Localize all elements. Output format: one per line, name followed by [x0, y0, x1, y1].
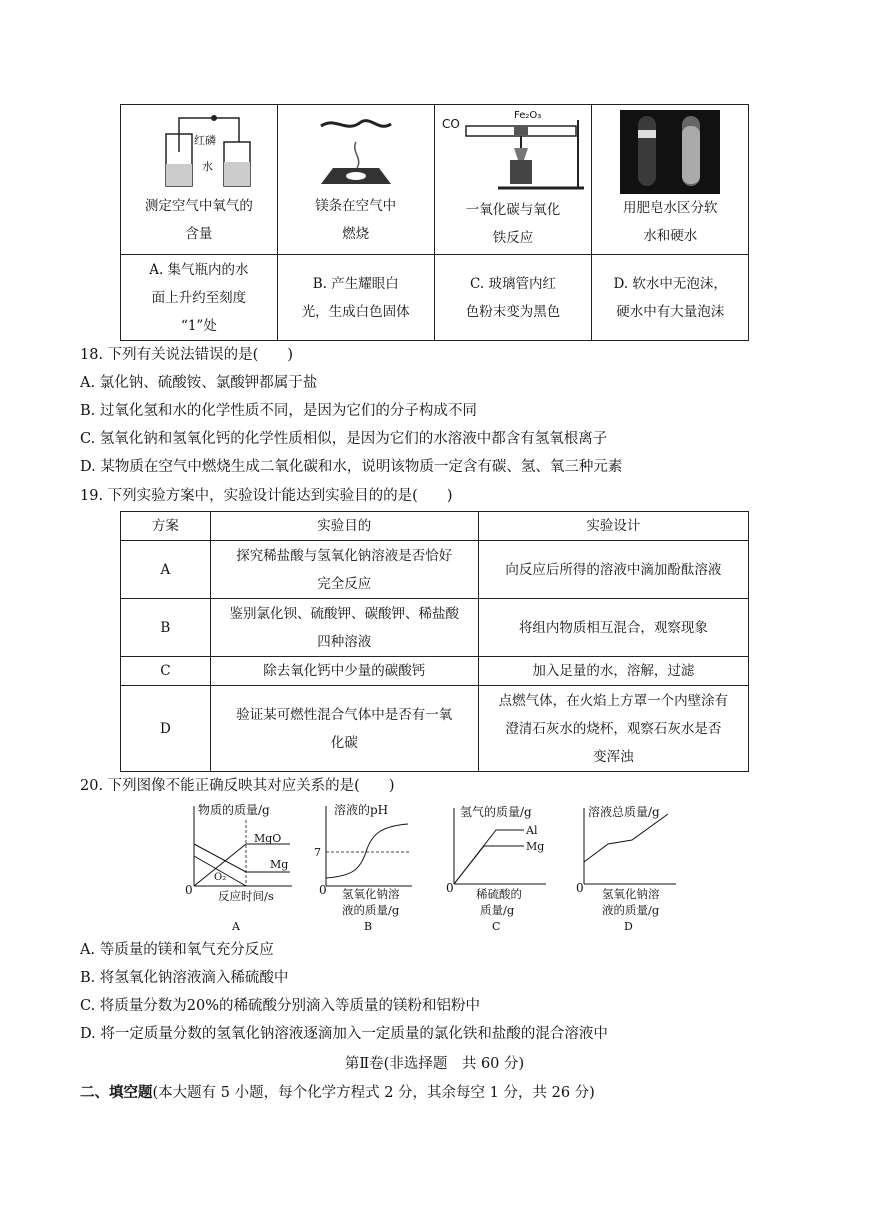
q20-option-a: A. 等质量的镁和氧气充分反应	[80, 942, 274, 958]
table-row: B 鉴别氯化钡、硫酸钾、碳酸钾、稀盐酸 四种溶液 将组内物质相互混合，观察现象	[121, 599, 749, 657]
graph-d-xlabel-2: 液的质量/g	[602, 903, 660, 917]
graph-a-ylabel: 物质的质量/g	[198, 803, 270, 817]
graph-c-origin: 0	[446, 881, 454, 895]
q17-caption-d-1: 用肥皂水区分软	[622, 199, 718, 216]
q18-stem: 18. 下列有关说法错误的是( )	[80, 347, 293, 363]
magnesium-burning-icon	[301, 112, 411, 192]
graph-a-xlabel: 反应时间/s	[218, 889, 274, 903]
q17-caption-b-1: 镁条在空气中	[315, 197, 397, 214]
graph-c-al-label: Al	[526, 824, 538, 837]
graph-a-mgo-label: MgO	[254, 832, 282, 845]
q20-option-c: C. 将质量分数为20%的稀硫酸分别滴入等质量的镁粉和铝粉中	[80, 998, 481, 1014]
q20-option-d: D. 将一定质量分数的氢氧化钠溶液逐滴加入一定质量的氯化铁和盐酸的混合溶液中	[80, 1026, 608, 1042]
q17-option-b: B. 产生耀眼白 光，生成白色固体	[277, 255, 434, 341]
graph-b	[312, 800, 422, 936]
graph-b-tick-7: 7	[314, 846, 321, 859]
graph-b-letter: B	[364, 920, 373, 933]
graph-b-xlabel-2: 液的质量/g	[342, 903, 400, 917]
co-label: CO	[442, 116, 460, 131]
graph-b-xlabel-1: 氢氧化钠溶	[342, 887, 400, 901]
graph-a	[178, 800, 298, 936]
graph-c	[442, 800, 552, 936]
test-tubes-photo-icon	[620, 110, 720, 194]
table-row: C 除去氧化钙中少量的碳酸钙 加入足量的水，溶解，过滤	[121, 657, 749, 686]
fe2o3-label: Fe₂O₃	[514, 109, 542, 121]
graph-a-mg-label: Mg	[270, 858, 289, 871]
q18-option-c: C. 氢氧化钠和氢氧化钙的化学性质相似，是因为它们的水溶液中都含有氢氧根离子	[80, 431, 608, 447]
q17-caption-c-1: 一氧化碳与氧化	[465, 201, 561, 218]
graph-d	[572, 800, 682, 936]
graph-c-xlabel-1: 稀硫酸的	[476, 887, 522, 901]
q18-option-a: A. 氯化钠、硫酸铵、氯酸钾都属于盐	[80, 375, 318, 391]
q20-stem: 20. 下列图像不能正确反映其对应关系的是( )	[80, 778, 395, 794]
q17-caption-b-2: 燃烧	[342, 225, 370, 242]
q17-cell-c	[434, 105, 592, 255]
section-2-heading	[80, 1083, 595, 1103]
q17-cell-b	[277, 105, 434, 255]
graph-c-ylabel: 氢气的质量/g	[460, 805, 532, 819]
graph-d-origin: 0	[576, 881, 584, 895]
q20-option-b: B. 将氢氧化钠溶液滴入稀硫酸中	[80, 970, 289, 986]
graph-b-ylabel: 溶液的pH	[334, 803, 389, 817]
table-row: A 探究稀盐酸与氢氧化钠溶液是否恰好 完全反应 向反应后所得的溶液中滴加酚酞溶液	[121, 541, 749, 599]
graph-a-o2-label: O₂	[214, 872, 227, 883]
section-2-label: 二、填空题	[80, 1084, 153, 1101]
q17-option-a: A. 集气瓶内的水 面上升约至刻度 “1”处	[121, 255, 278, 341]
q17-table	[120, 104, 749, 341]
part2-title: 第Ⅱ卷(非选择题 共 60 分)	[344, 1056, 525, 1072]
section-2-note: (本大题有 5 小题，每个化学方程式 2 分，其余每空 1 分，共 26 分)	[152, 1085, 595, 1101]
graph-c-mg-label: Mg	[526, 840, 545, 853]
q17-caption-a-2: 含量	[185, 225, 213, 242]
graph-d-ylabel: 溶液总质量/g	[588, 805, 660, 819]
graph-d-xlabel-1: 氢氧化钠溶	[602, 887, 660, 901]
q17-cell-a	[121, 105, 278, 255]
graph-c-letter: C	[492, 920, 501, 933]
q17-cell-d	[592, 105, 749, 255]
q17-caption-c-2: 铁反应	[492, 229, 534, 246]
q17-caption-a-1: 测定空气中氧气的	[144, 197, 253, 214]
oxygen-content-apparatus-icon	[144, 112, 254, 192]
q19-stem: 19. 下列实验方案中，实验设计能达到实验目的的是( )	[80, 488, 453, 504]
q17-option-c: C. 玻璃管内红 色粉末变为黑色	[434, 255, 592, 341]
q18-option-d: D. 某物质在空气中燃烧生成二氧化碳和水，说明该物质一定含有碳、氢、氧三种元素	[80, 459, 623, 475]
q19-header-plan: 方案	[121, 512, 211, 541]
q18-option-b: B. 过氧化氢和水的化学性质不同，是因为它们的分子构成不同	[80, 403, 477, 419]
q17-option-d: D. 软水中无泡沫， 硬水中有大量泡沫	[592, 255, 749, 341]
red-phosphorus-label: 红磷	[193, 133, 216, 147]
graph-c-xlabel-2: 质量/g	[480, 903, 515, 917]
graph-a-origin: 0	[185, 883, 193, 897]
water-label: 水	[201, 159, 213, 173]
q19-header-purpose: 实验目的	[210, 512, 478, 541]
co-fe2o3-apparatus-icon	[438, 108, 588, 196]
q19-header-design: 实验设计	[478, 512, 748, 541]
graph-d-letter: D	[624, 920, 633, 933]
graph-b-origin: 0	[319, 883, 327, 897]
table-row: D 验证某可燃性混合气体中是否有一氧 化碳 点燃气体，在火焰上方罩一个内壁涂有 澄清石灰水的烧杯，观察石灰水是否 变浑浊	[121, 686, 749, 772]
q17-caption-d-2: 水和硬水	[643, 227, 698, 244]
q19-table	[120, 511, 749, 772]
graph-a-letter: A	[232, 920, 240, 933]
